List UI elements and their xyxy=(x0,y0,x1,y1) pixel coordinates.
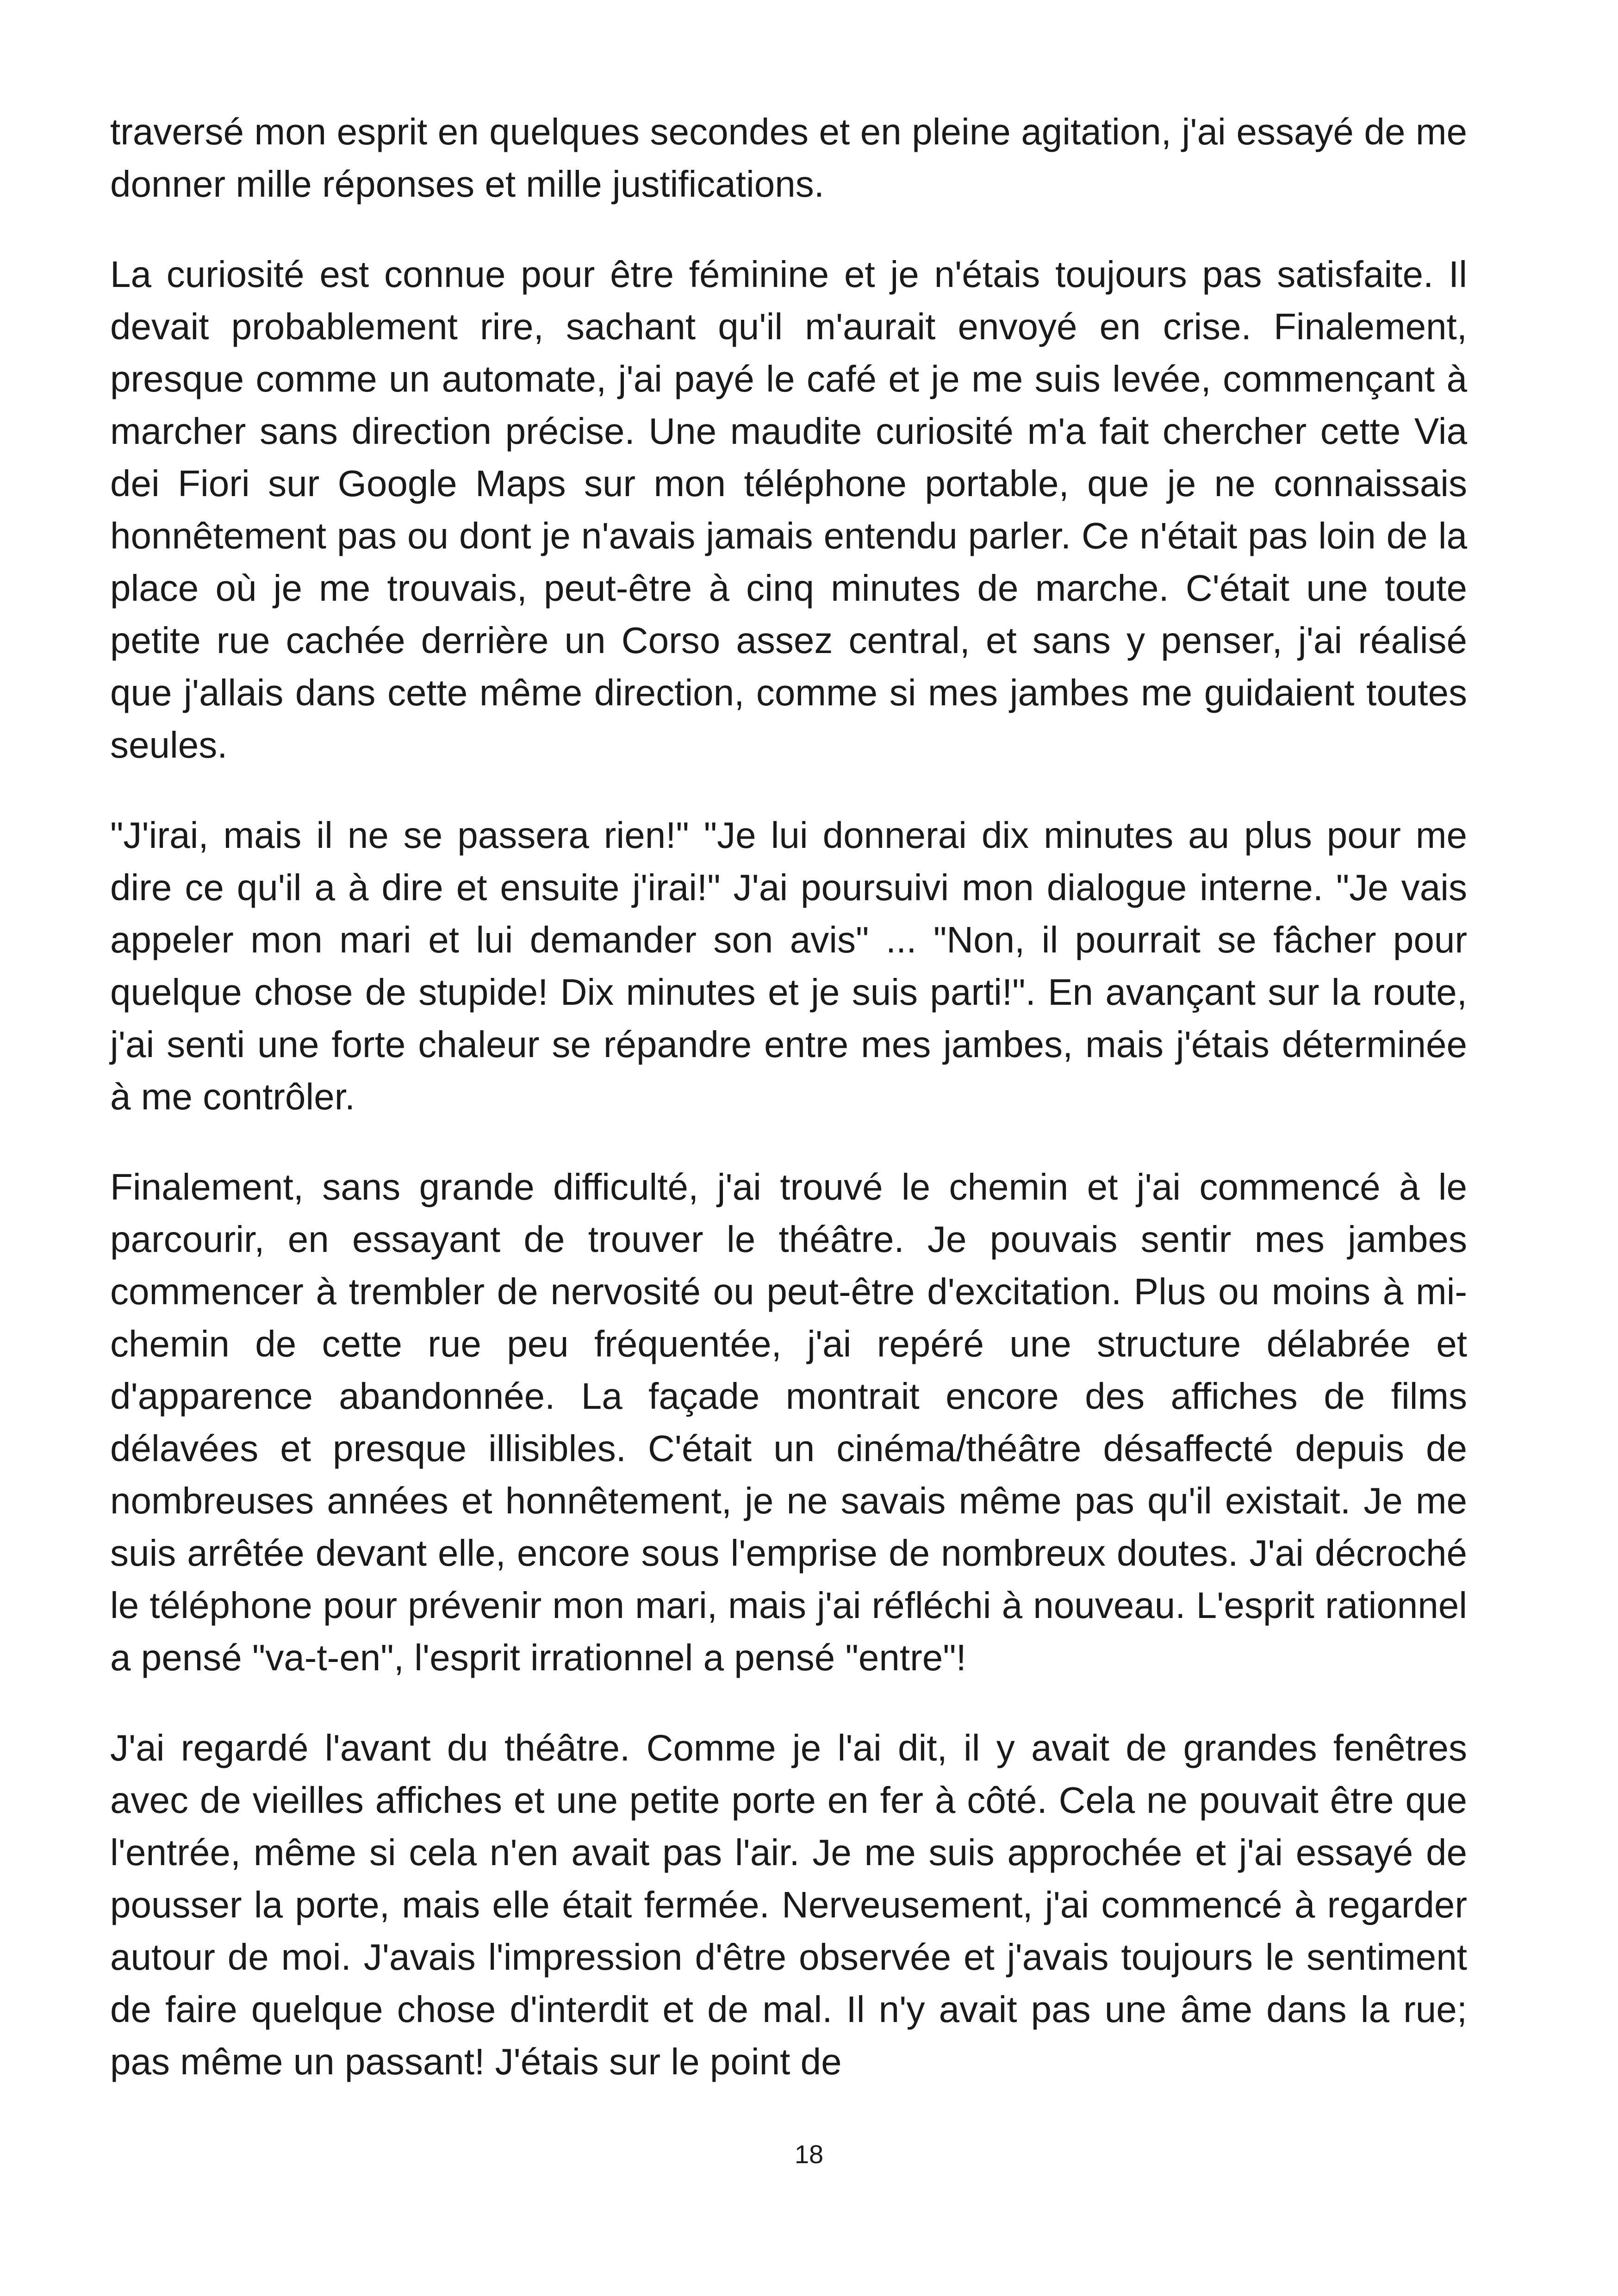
paragraph-2: La curiosité est connue pour être féminine et je n'étais toujours pas satisfaite. Il devait probablement rire, sachant qu'il m'aurait envoyé en crise. Finalement, presque comme un automate, j'ai payé le café et je me suis levée, commençant à marcher sans direction précise. Une maudite curiosité m'a fait chercher cette Via dei Fiori sur Google Maps sur mon téléphone portable, que je ne connaissais honnêtement pas ou dont je n'avais jamais entendu parler. Ce n'était pas loin de la place où je me trouvais, peut-être à cinq minutes de marche. C'était une toute petite rue cachée derrière un Corso assez central, et sans y penser, j'ai réalisé que j'allais dans cette même direction, comme si mes jambes me guidaient toutes seules. xyxy=(110,254,1467,765)
paragraph-3: "J'irai, mais il ne se passera rien!" "Je lui donnerai dix minutes au plus pour me dire ce qu'il a à dire et ensuite j'irai!" J'ai poursuivi mon dialogue interne. "Je vais appeler mon mari et lui demander son avis" ... "Non, il pourrait se fâcher pour quelque chose de stupide! Dix minutes et je suis parti!". En avançant sur la route, j'ai senti une forte chaleur se répandre entre mes jambes, mais j'étais déterminée à me contrôler. xyxy=(110,815,1467,1117)
paragraph-4: Finalement, sans grande difficulté, j'ai trouvé le chemin et j'ai commencé à le parcourir, en essayant de trouver le théâtre. Je pouvais sentir mes jambes commencer à trembler de nervosité ou peut-être d'excitation. Plus ou moins à mi-chemin de cette rue peu fréquentée, j'ai repéré une structure délabrée et d'apparence abandonnée. La façade montrait encore des affiches de films délavées et presque illisibles. C'était un cinéma/théâtre désaffecté depuis de nombreuses années et honnêtement, je ne savais même pas qu'il existait. Je me suis arrêtée devant elle, encore sous l'emprise de nombreux doutes. J'ai décroché le téléphone pour prévenir mon mari, mais j'ai réfléchi à nouveau. L'esprit rationnel a pensé "va-t-en", l'esprit irrationnel a pensé "entre"! xyxy=(110,1166,1467,1678)
paragraph-5: J'ai regardé l'avant du théâtre. Comme je l'ai dit, il y avait de grandes fenêtres avec de vieilles affiches et une petite porte en fer à côté. Cela ne pouvait être que l'entrée, même si cela n'en avait pas l'air. Je me suis approchée et j'ai essayé de pousser la porte, mais elle était fermée. Nerveusement, j'ai commencé à regarder autour de moi. J'avais l'impression d'être observée et j'avais toujours le sentiment de faire quelque chose d'interdit et de mal. Il n'y avait pas une âme dans la rue; pas même un passant! J'étais sur le point de xyxy=(110,1727,1467,2082)
paragraph-1: traversé mon esprit en quelques secondes et en pleine agitation, j'ai essayé de me donner mille réponses et mille justifications. xyxy=(110,111,1467,205)
page-number: 18 xyxy=(794,2140,824,2169)
body-text xyxy=(110,106,1467,2088)
